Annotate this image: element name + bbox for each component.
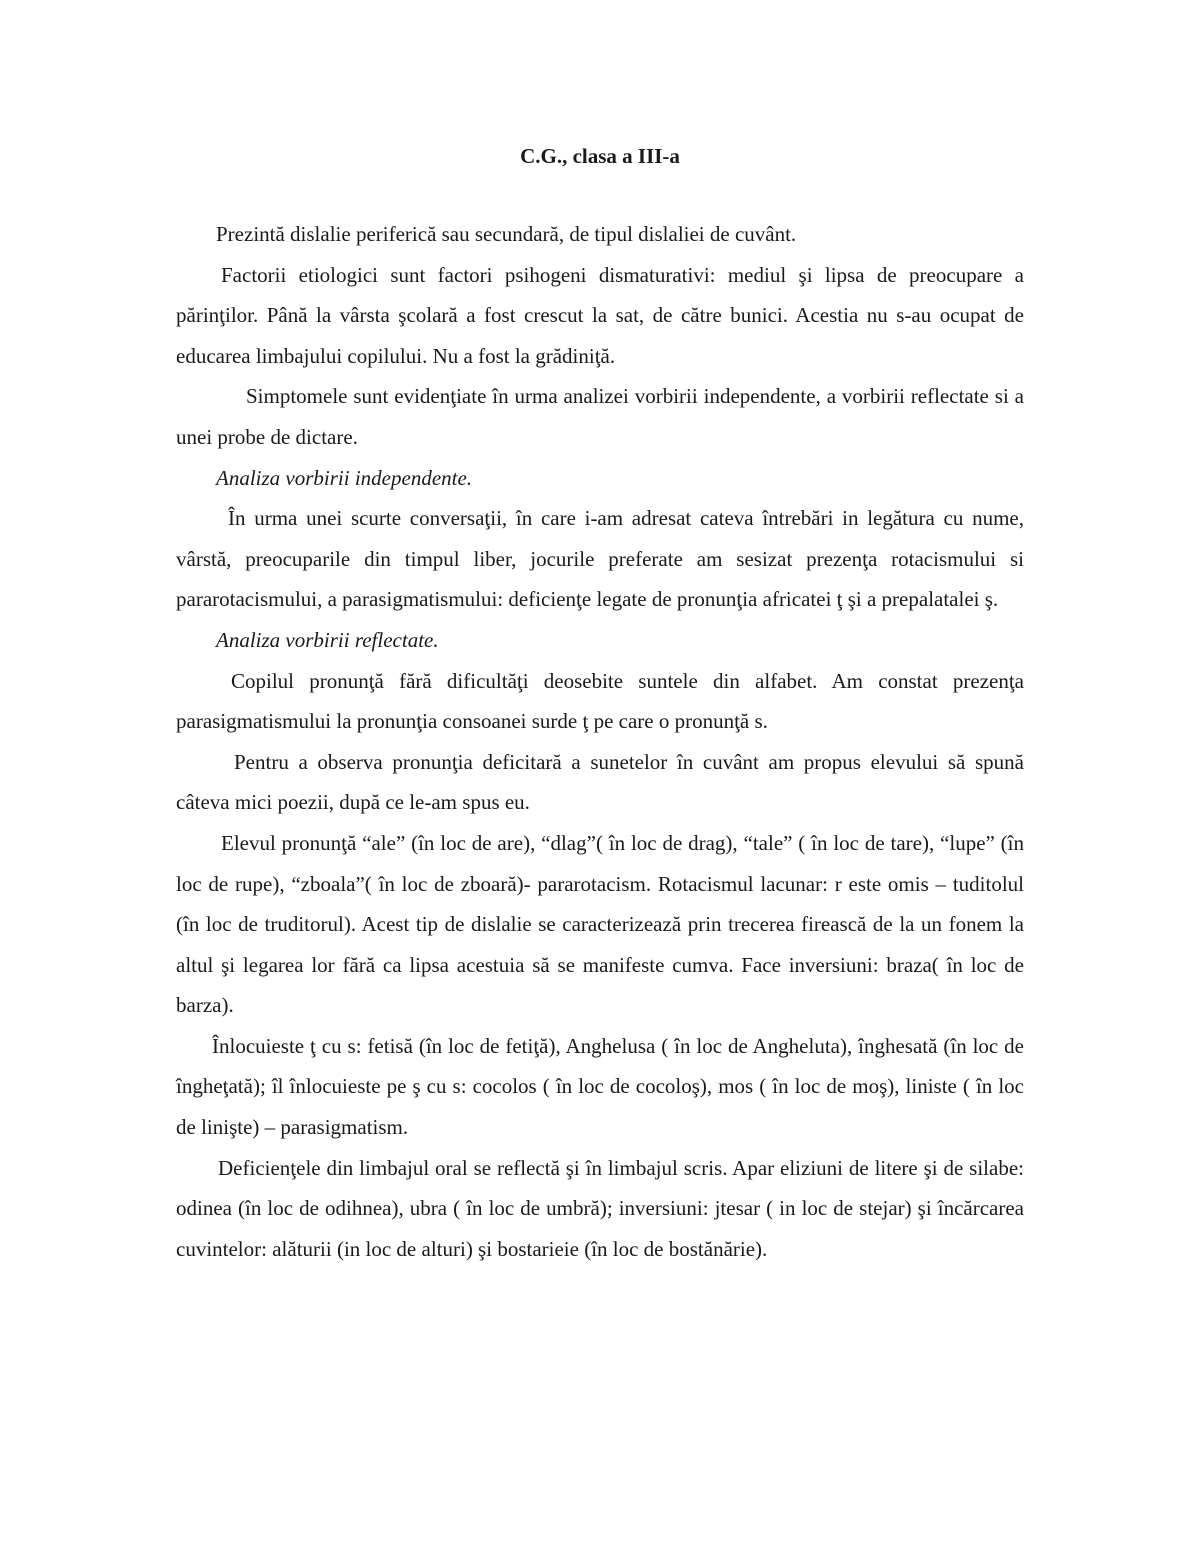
paragraph-poems: Pentru a observa pronunţia deficitară a sunetelor în cuvânt am propus elevului să spună câteva mici poezii, după ce le-am spus eu. [176, 749, 1024, 815]
paragraph-diagnosis: Prezintă dislalie periferică sau secundară, de tipul dislaliei de cuvânt. [216, 222, 797, 246]
paragraph-written-language: Deficienţele din limbajul oral se reflectă şi în limbajul scris. Apar eliziuni de litere şi de silabe: odinea (în loc de odihnea), ubra ( în loc de umbră); inversiuni: jtesar ( in loc de stejar) şi încărcarea cuvintelor: alăturii (in loc de alturi) şi bostarieie (în loc de bostănărie). [176, 1155, 1024, 1261]
document-title: C.G., clasa a III-a [520, 144, 680, 168]
paragraph-etiology: Factorii etiologici sunt factori psihogeni dismaturativi: mediul şi lipsa de preocupare a părinţilor. Până la vârsta şcolară a fost crescut la sat, de către bunici. Acestia nu s-au ocupat de educarea limbajului copilului. Nu a fost la grădiniţă. [176, 262, 1024, 368]
paragraph-pararotacism: Elevul pronunţă “ale” (în loc de are), “dlag”( în loc de drag), “tale” ( în loc de tare), “lupe” (în loc de rupe), “zboala”( în loc de zboară)- pararotacism. Rotacismul lacunar: r este omis – tuditolul (în loc de truditorul). Acest tip de dislalie se caracterizează prin trecerea firească de la un fonem la altul şi legarea lor fără ca lipsa acestuia să se manifeste cumva. Face inversiuni: braza( în loc de barza). [176, 830, 1024, 1018]
paragraph-symptoms: Simptomele sunt evidenţiate în urma analizei vorbirii independente, a vorbirii reflectate si a unei probe de dictare. [176, 384, 1024, 449]
paragraph-parasigmatism: Înlocuieste ţ cu s: fetisă (în loc de fetiţă), Anghelusa ( în loc de Angheluta), înghesată (în loc de îngheţată); îl înlocuieste pe ş cu s: cocolos ( în loc de cocoloş), mos ( în loc de moş), liniste ( în loc de linişte) – parasigmatism. [176, 1033, 1024, 1140]
heading-reflected-speech: Analiza vorbirii reflectate. [216, 627, 439, 652]
paragraph-reflected-speech: Copilul pronunţă fără dificultăţi deosebite suntele din alfabet. Am constat prezenţa parasigmatismului la pronunţia consoanei surde ţ pe care o pronunţă s. [176, 668, 1024, 734]
paragraph-independent-speech: În urma unei scurte conversaţii, în care i-am adresat cateva întrebări in legătura cu nume, vârstă, preocuparile din timpul liber, jocurile preferate am sesizat prezenţa rotacismului si pararotacismului, a parasigmatismului: deficienţe legate de pronunţia africatei ţ şi a prepalatalei ş. [176, 506, 1024, 612]
document-page [176, 140, 1024, 1269]
heading-independent-speech: Analiza vorbirii independente. [216, 465, 473, 490]
